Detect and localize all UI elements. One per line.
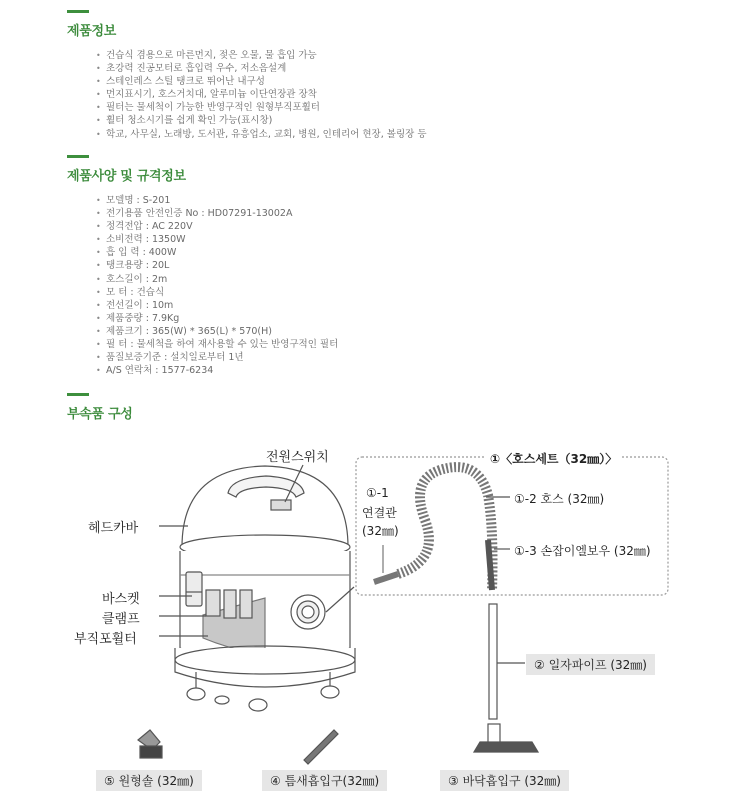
list-item: • 모델명 : S-201 — [96, 194, 338, 207]
list-item: • 필 터 : 물세척을 하여 재사용할 수 있는 반영구적인 필터 — [96, 338, 338, 351]
label-hose-set: ①〈호스세트（32㎜）〉 — [486, 450, 621, 467]
list-item: • 제품중량 : 7.9Kg — [96, 312, 338, 325]
label-straight-pipe: ② 일자파이프 (32㎜) — [526, 654, 655, 675]
label-power-switch: 전원스위치 — [266, 450, 329, 465]
vacuum-base — [175, 648, 355, 687]
list-item: • 모 터 : 건습식 — [96, 286, 338, 299]
list-item: • 호스길이 : 2m — [96, 273, 338, 286]
list-item: • A/S 연락처 : 1577-6234 — [96, 364, 338, 377]
list-item: • 제품크기 : 365(W) * 365(L) * 570(H) — [96, 325, 338, 338]
list-item: • 먼지표시기, 호스거치대, 알루미늄 이단연장관 장착 — [96, 88, 427, 101]
list-item: • 흡 입 력 : 400W — [96, 246, 338, 259]
label-connector-size: (32㎜) — [362, 524, 399, 538]
caster — [321, 686, 339, 698]
caster — [249, 699, 267, 711]
list-item: • 건습식 겸용으로 마른먼지, 젖은 오물, 물 흡입 가능 — [96, 49, 427, 62]
floor-nozzle — [474, 742, 538, 752]
list-item: • 휠터 청소시기를 쉽게 확인 가능(표시창) — [96, 114, 427, 127]
list-item: • 필터는 물세척이 가능한 반영구적인 원형부직포휠터 — [96, 101, 427, 114]
section-title-product-info: 제품정보 — [67, 24, 117, 39]
list-item: • 전기용품 안전인증 No : HD07291-13002A — [96, 207, 338, 220]
crevice-nozzle — [304, 730, 338, 764]
straight-pipe — [489, 604, 497, 719]
label-filter: 부직포휠터 — [74, 632, 137, 647]
list-item: • 전선길이 : 10m — [96, 299, 338, 312]
label-elbow: ①-3 손잡이엘보우 (32㎜) — [514, 544, 651, 558]
label-connector-num: ①-1 — [366, 486, 389, 500]
hose-shape — [398, 467, 493, 590]
label-floor-nozzle: ③ 바닥흡입구 (32㎜) — [440, 770, 569, 791]
label-hose: ①-2 호스 (32㎜) — [514, 492, 605, 506]
list-item: • 스테인레스 스틸 탱크로 뛰어난 내구성 — [96, 75, 427, 88]
label-basket: 바스켓 — [102, 592, 140, 607]
label-connector-name: 연결관 — [362, 506, 397, 520]
connector-tube — [374, 574, 398, 582]
list-item: • 탱크용량 : 20L — [96, 259, 338, 272]
label-round-brush: ⑤ 원형솔 (32㎜) — [96, 770, 202, 791]
label-crevice-nozzle: ④ 틈새흡입구(32㎜) — [262, 770, 387, 791]
list-item: • 학교, 사무실, 노래방, 도서관, 유흥업소, 교회, 병원, 인테리어 현장, 볼링장 등 — [96, 128, 427, 141]
caster — [187, 688, 205, 700]
list-item: • 품질보증기준 : 설치일로부터 1년 — [96, 351, 338, 364]
label-clamp: 클램프 — [102, 612, 140, 627]
section-title-specs: 제품사양 및 규격정보 — [67, 169, 186, 184]
section-title-accessories: 부속품 구성 — [67, 407, 133, 422]
label-head-cover: 헤드카바 — [88, 521, 139, 536]
list-item: • 초강력 진공모터로 흡입력 우수, 저소음설계 — [96, 62, 427, 75]
list-item: • 소비전력 : 1350W — [96, 233, 338, 246]
list-item: • 정격전압 : AC 220V — [96, 220, 338, 233]
power-switch-shape — [271, 500, 291, 510]
